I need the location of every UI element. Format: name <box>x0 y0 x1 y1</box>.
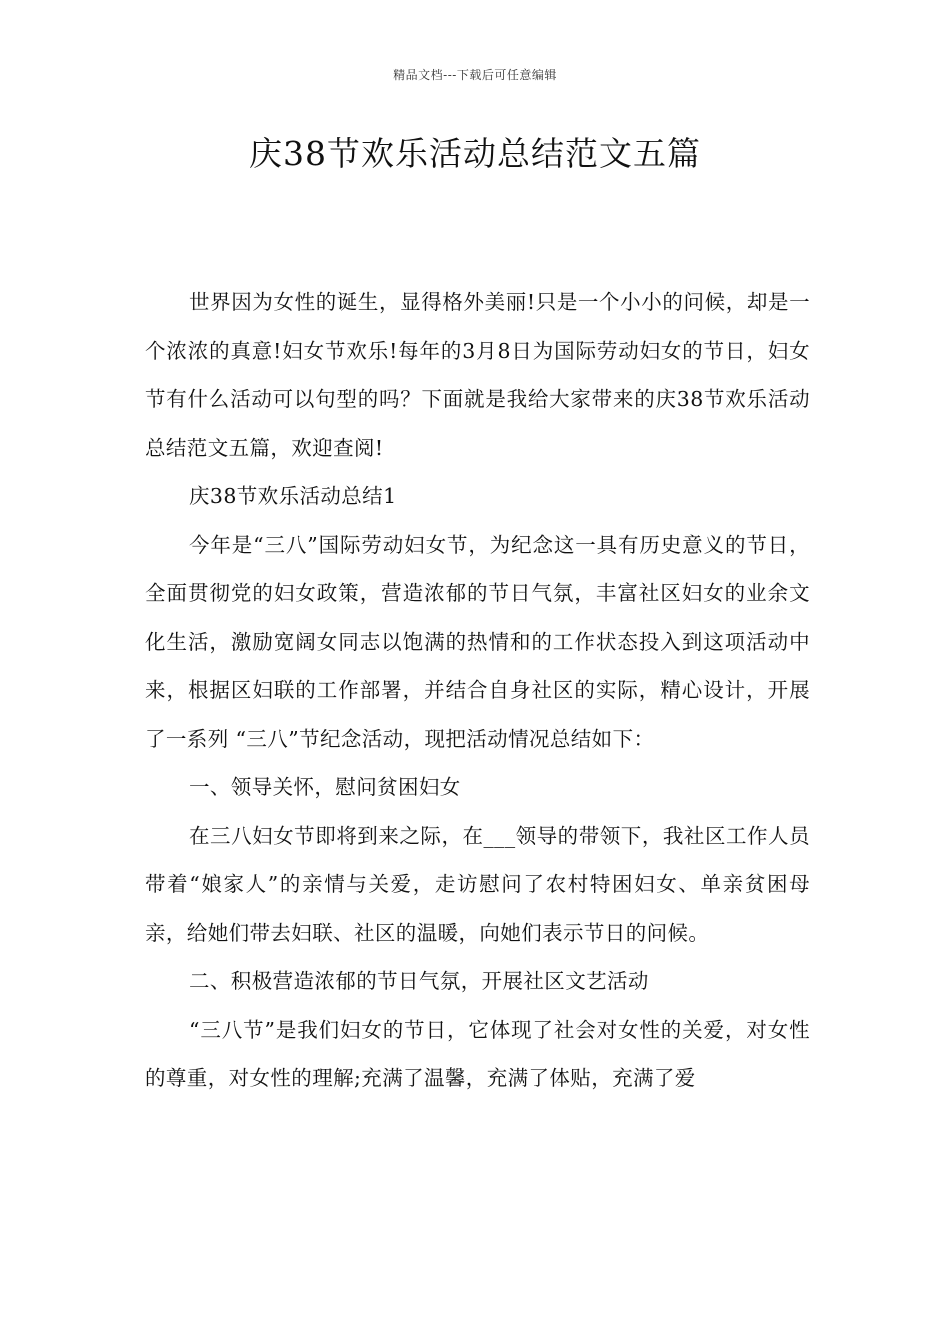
subsection-heading: 二、积极营造浓郁的节日气氛，开展社区文艺活动 <box>189 969 649 993</box>
body-paragraph: 在三八妇女节即将到来之际，在___领导的带领下，我社区工作人员带着“娘家人”的亲情与关爱，走访慰问了农村特困妇女、单亲贫困母亲，给她们带去妇联、社区的温暖，向她们表示节日的问候。 <box>145 823 810 945</box>
body-paragraph: “三八节”是我们妇女的节日，它体现了社会对女性的关爱，对女性的尊重，对女性的理解;充满了温馨，充满了体贴，充满了爱 <box>145 1017 810 1090</box>
body-paragraph: 今年是“三八”国际劳动妇女节，为纪念这一具有历史意义的节日，全面贯彻党的妇女政策，营造浓郁的节日气氛，丰富社区妇女的业余文化生活，激励宽阔女同志以饱满的热情和的工作状态投入到这项活动中来，根据区妇联的工作部署，并结合自身社区的实际，精心设计，开展了一系列 “三八”节纪念活动，现把活动情况总结如下： <box>145 532 810 751</box>
subsection-heading: 一、领导关怀，慰问贫困妇女 <box>189 775 461 799</box>
document-title: 庆38节欢乐活动总结范文五篇 <box>249 134 701 173</box>
header-note: 精品文档---下载后可任意编辑 <box>393 68 557 82</box>
document-body <box>145 278 810 1103</box>
intro-paragraph: 世界因为女性的诞生，显得格外美丽!只是一个小小的问候，却是一个浓浓的真意!妇女节欢乐!每年的3月8日为国际劳动妇女的节日，妇女节有什么活动可以句型的吗？下面就是我给大家带来的庆38节欢乐活动总结范文五篇，欢迎查阅! <box>145 290 810 460</box>
section-heading: 庆38节欢乐活动总结1 <box>189 484 397 508</box>
